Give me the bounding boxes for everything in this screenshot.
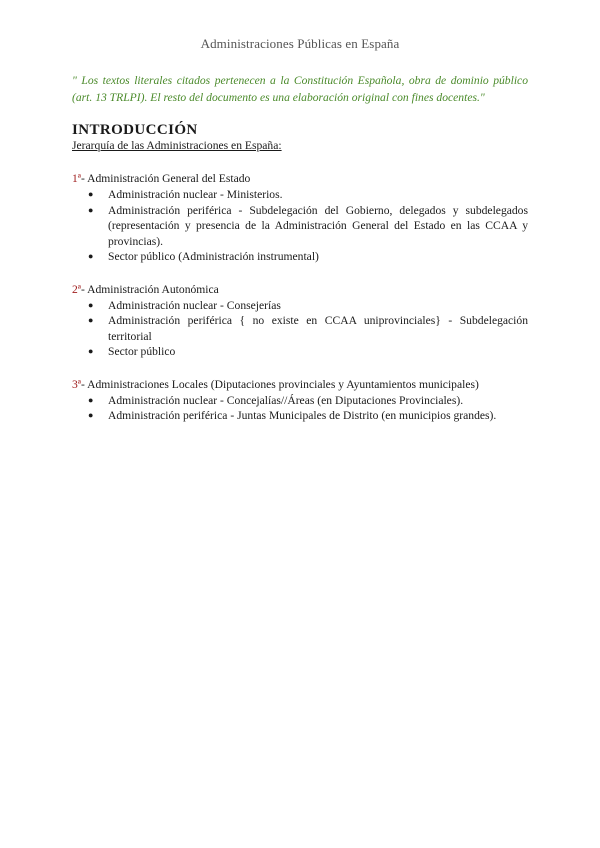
block-list (72, 187, 528, 265)
list-item (72, 187, 528, 203)
block-heading (72, 282, 528, 298)
section-title: INTRODUCCIÓN (72, 122, 198, 138)
list-item-text: Sector público (108, 345, 176, 358)
list-item (72, 249, 528, 265)
block-list (72, 393, 528, 424)
list-item-text: Administración nuclear - Ministerios. (108, 188, 283, 201)
document-body (72, 121, 528, 441)
block-number: 3ª (72, 377, 81, 391)
list-item (72, 344, 528, 360)
block-title: - Administración General del Estado (81, 172, 251, 185)
block-title: - Administraciones Locales (Diputaciones provinciales y Ayuntamientos municipales) (81, 377, 479, 391)
list-item-text: Administración periférica - Juntas Municipales de Distrito (en municipios grandes). (108, 409, 497, 422)
list-item-text: Administración nuclear - Consejerías (108, 298, 281, 312)
block-list (72, 298, 528, 360)
hierarchy-block-3 (72, 377, 528, 424)
list-item (72, 313, 528, 344)
list-item (72, 298, 528, 314)
block-number: 2ª (72, 282, 81, 296)
list-item (72, 203, 528, 250)
list-item (72, 393, 528, 409)
block-title: - Administración Autonómica (81, 282, 219, 296)
bullet-icon: ● (88, 410, 94, 420)
list-item-text: Administración periférica - Subdelegación del Gobierno, delegados y subdelegados (representación y presencia de la Administración General del Estado en las CCAA y provincias). (108, 203, 528, 248)
section-subtitle: Jerarquía de las Administraciones en España: (72, 139, 282, 152)
bullet-icon: ● (88, 204, 94, 215)
page-header-title: Administraciones Públicas en España (200, 36, 400, 51)
bullet-icon: ● (88, 299, 94, 310)
bullet-icon: ● (88, 251, 94, 261)
license-quote: " Los textos literales citados pertenecen a la Constitución Española, obra de dominio público (art. 13 TRLPI). El resto del documento es una elaboración original con fines docentes." (72, 74, 528, 104)
list-item-text: Sector público (Administración instrumental) (108, 250, 319, 263)
bullet-icon: ● (88, 346, 94, 356)
list-item-text: Administración periférica { no existe en CCAA uniprovinciales} - Subdelegación territorial (108, 314, 528, 343)
bullet-icon: ● (88, 394, 94, 405)
block-heading (72, 171, 528, 187)
bullet-icon: ● (88, 315, 94, 325)
list-item (72, 408, 528, 424)
block-heading (72, 377, 528, 393)
list-item-text: Administración nuclear - Concejalías//Áreas (en Diputaciones Provinciales). (108, 393, 464, 407)
hierarchy-block-1 (72, 171, 528, 265)
bullet-icon: ● (88, 189, 94, 199)
block-number: 1ª (72, 172, 81, 185)
hierarchy-block-2 (72, 282, 528, 360)
